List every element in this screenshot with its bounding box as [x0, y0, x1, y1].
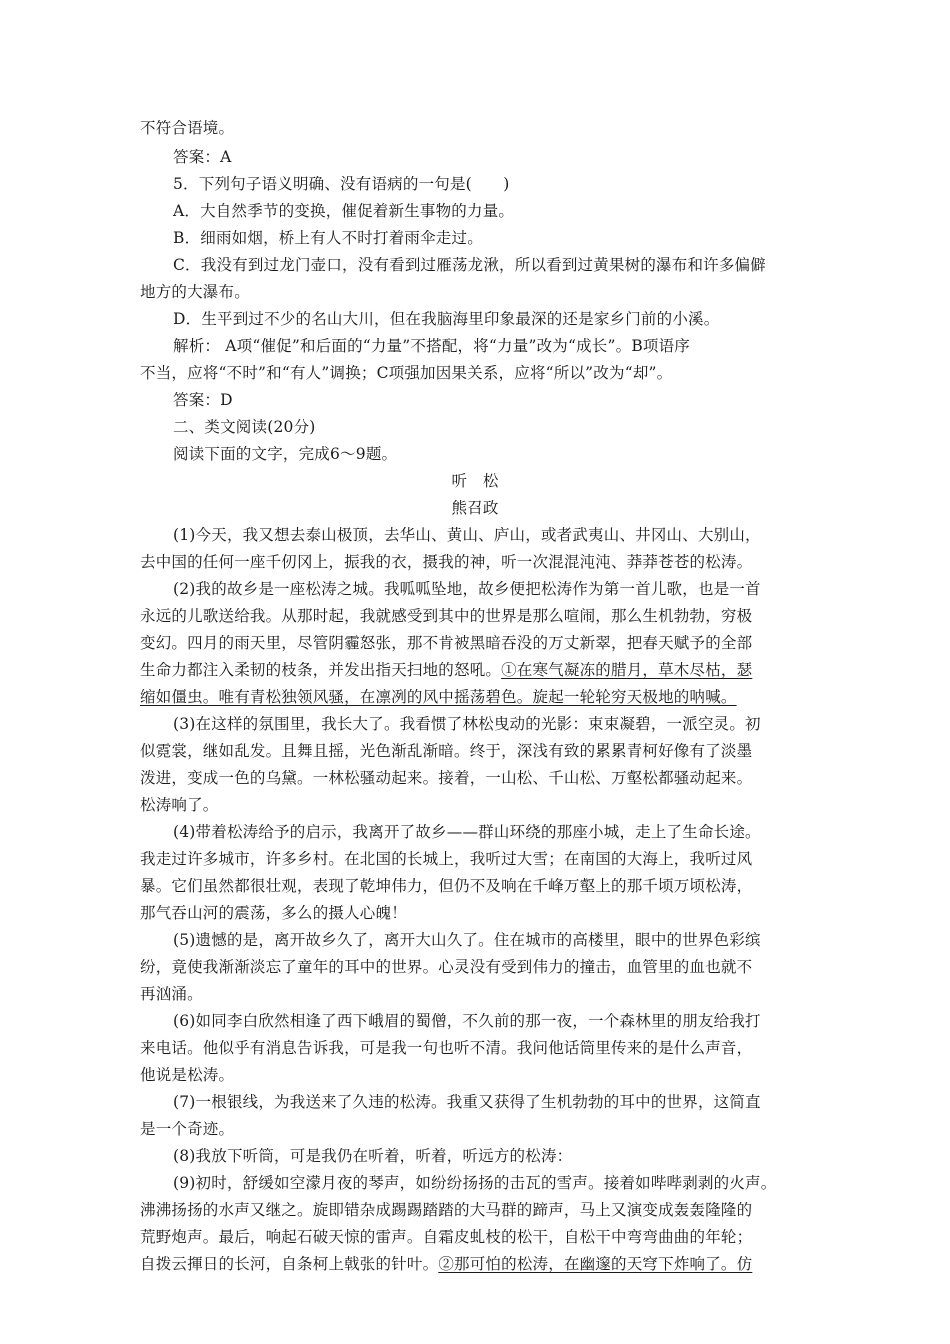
- text-run: 生命力都注入柔韧的枝条，并发出指天扫地的怒吼。: [140, 661, 502, 679]
- paragraph-6-cont: 来电话。他似乎有消息告诉我，可是我一句也听不清。我问他话筒里传来的是什么声音，: [140, 1039, 753, 1057]
- paragraph-4: (4)带着松涛给予的启示，我离开了故乡——群山环绕的那座小城，走上了生命长途。: [173, 823, 761, 841]
- text-line: 不符合语境。: [140, 119, 235, 137]
- article-author: 熊召政: [451, 499, 499, 517]
- paragraph-7: (7)一根银线，为我送来了久违的松涛。我重又获得了生机勃勃的耳中的世界，这简直: [173, 1093, 761, 1111]
- paragraph-6-cont: 他说是松涛。: [140, 1066, 235, 1084]
- paragraph-2-cont: 变幻。四月的雨天里，尽管阴霾怒张，那不肯被黑暗吞没的万丈新翠，把春天赋予的全部: [140, 634, 753, 652]
- underlined-sentence-2: ②那可怕的松涛，在幽邃的天穹下炸响了。仿: [438, 1255, 753, 1273]
- answer-line: 答案：D: [173, 391, 233, 409]
- paragraph-9: (9)初时，舒缓如空濛月夜的琴声，如纷纷扬扬的击瓦的雪声。接着如哔哔剥剥的火声。: [173, 1174, 777, 1192]
- paragraph-4-cont: 我走过许多城市，许多乡村。在北国的长城上，我听过大雪；在南国的大海上，我听过风: [140, 850, 753, 868]
- paragraph-5-cont: 再汹涌。: [140, 985, 203, 1003]
- underlined-sentence-1-cont: 缩如僵虫。唯有青松独领风骚，在凛冽的风中摇荡碧色。旋起一轮轮穷天极地的呐喊。: [140, 688, 737, 706]
- option-c-cont: 地方的大瀑布。: [140, 283, 250, 301]
- question-5: 5．下列句子语义明确、没有语病的一句是( ): [173, 175, 510, 193]
- paragraph-7-cont: 是一个奇迹。: [140, 1120, 235, 1138]
- paragraph-4-cont: 暴。它们虽然都很壮观，表现了乾坤伟力，但仍不及响在千峰万壑上的那千顷万顷松涛，: [140, 877, 753, 895]
- underlined-sentence-1: ①在寒气凝冻的腊月，草木尽枯，瑟: [501, 661, 753, 679]
- paragraph-3-cont: 似霓裳，继如乱发。且舞且摇，光色渐乱渐暗。终于，深浅有致的累累青柯好像有了淡墨: [140, 742, 753, 760]
- paragraph-8: (8)我放下听筒，可是我仍在听着，听着，听远方的松涛：: [173, 1147, 573, 1165]
- paragraph-2-cont: [140, 659, 752, 681]
- answer-line: 答案：A: [173, 148, 232, 166]
- analysis-line: 解析： A项“催促”和后面的“力量”不搭配，将“力量”改为“成长”。B项语序: [173, 337, 691, 355]
- paragraph-3-cont: 泼进，变成一色的乌黛。一林松骚动起来。接着，一山松、千山松、万壑松都骚动起来。: [140, 769, 753, 787]
- section-heading: 二、类文阅读(20分): [173, 418, 316, 436]
- paragraph-5-cont: 纷，竟使我渐渐淡忘了童年的耳中的世界。心灵没有受到伟力的撞击，血管里的血也就不: [140, 958, 753, 976]
- paragraph-9-cont: [140, 1253, 752, 1275]
- paragraph-1-cont: 去中国的任何一座千仞冈上，振我的衣，摄我的神，听一次混混沌沌、莽莽苍苍的松涛。: [140, 553, 753, 571]
- analysis-cont: 不当，应将“不时”和“有人”调换；C项强加因果关系，应将“所以”改为“却”。: [140, 364, 673, 382]
- paragraph-3-cont: 松涛响了。: [140, 796, 219, 814]
- paragraph-9-cont: 荒野炮声。最后，响起石破天惊的雷声。自霜皮虬枝的松干，自松干中弯弯曲曲的年轮；: [140, 1228, 753, 1246]
- paragraph-2-cont: 永远的儿歌送给我。从那时起，我就感受到其中的世界是那么喧闹，那么生机勃勃，穷极: [140, 607, 753, 625]
- paragraph-2: (2)我的故乡是一座松涛之城。我呱呱坠地，故乡便把松涛作为第一首儿歌，也是一首: [173, 580, 761, 598]
- option-c: C．我没有到过龙门壶口，没有看到过雁荡龙湫，所以看到过黄果树的瀑布和许多偏僻: [173, 256, 766, 274]
- article-title: 听 松: [451, 472, 499, 490]
- paragraph-6: (6)如同李白欣然相逢了西下峨眉的蜀僧，不久前的那一夜，一个森林里的朋友给我打: [173, 1012, 761, 1030]
- paragraph-4-cont: 那气吞山河的震荡，多么的摄人心魄！: [140, 904, 407, 922]
- paragraph-1: (1)今天，我又想去泰山极顶，去华山、黄山、庐山，或者武夷山、井冈山、大别山，: [173, 526, 761, 544]
- option-b: B．细雨如烟，桥上有人不时打着雨伞走过。: [173, 229, 483, 247]
- text-run: 自拨云揮日的长河，自条柯上戟张的针叶。: [140, 1255, 439, 1273]
- paragraph-5: (5)遗憾的是，离开故乡久了，离开大山久了。住在城市的高楼里，眼中的世界色彩缤: [173, 931, 761, 949]
- paragraph-9-cont: 沸沸扬扬的水声又继之。旋即错杂成踢踢踏踏的大马群的蹄声，马上又演变成轰轰隆隆的: [140, 1201, 753, 1219]
- option-d: D．生平到过不少的名山大川，但在我脑海里印象最深的还是家乡门前的小溪。: [173, 310, 720, 328]
- option-a: A．大自然季节的变换，催促着新生事物的力量。: [173, 202, 515, 220]
- instruction-line: 阅读下面的文字，完成6～9题。: [173, 445, 398, 463]
- paragraph-3: (3)在这样的氛围里，我长大了。我看惯了林松曳动的光影：束束凝碧，一派空灵。初: [173, 715, 761, 733]
